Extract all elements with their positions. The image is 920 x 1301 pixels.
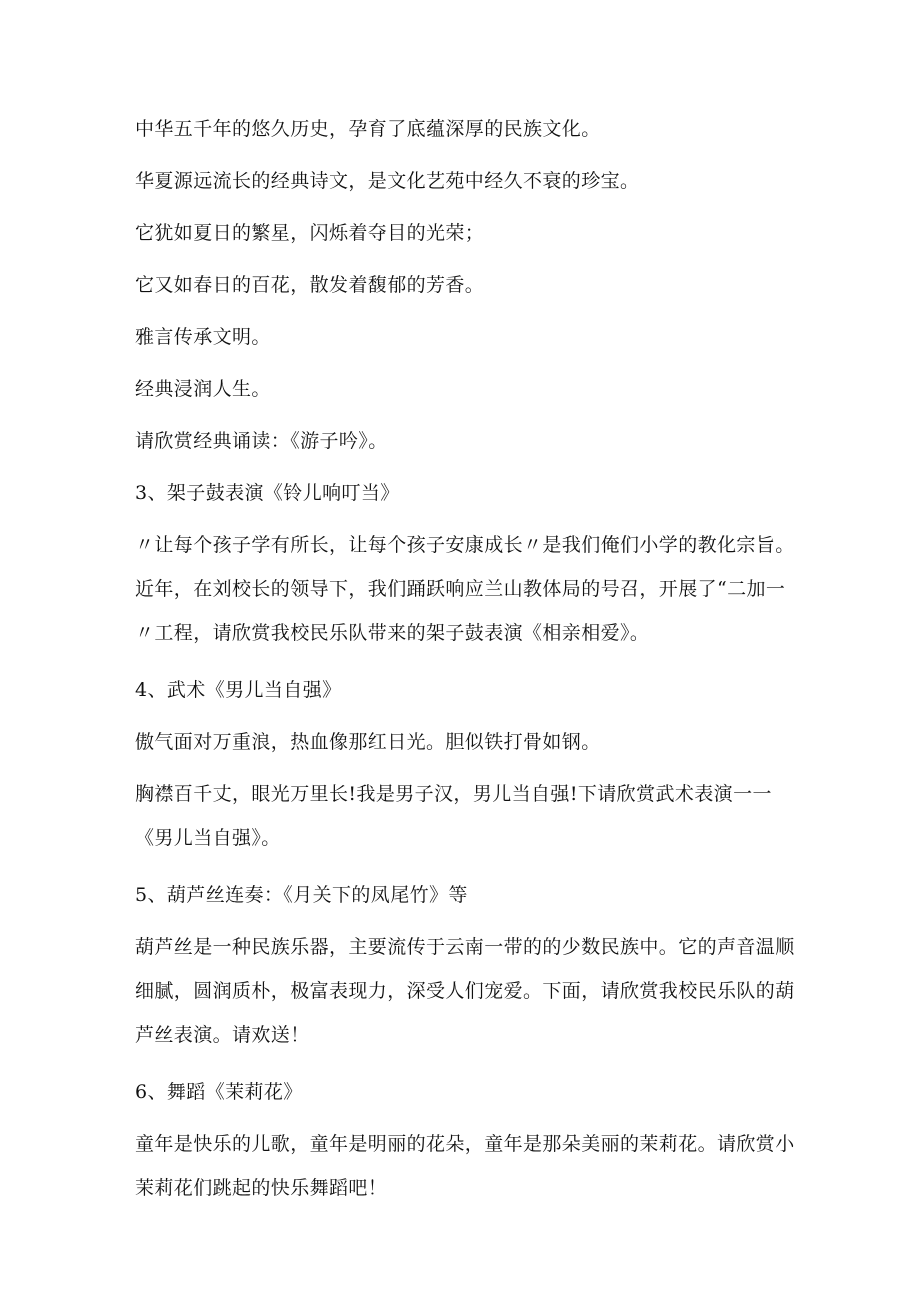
paragraph-intro-elegant-words: 雅言传承文明。: [135, 326, 271, 348]
section-heading-dance: 6、舞蹈《茉莉花》: [135, 1081, 303, 1103]
section-heading-martial-arts: 4、武术《男儿当自强》: [135, 679, 342, 701]
paragraph-recitation: 请欣赏经典诵读：《游子吟》。: [135, 430, 388, 452]
paragraph-drum-intro: 〃让每个孩子学有所长，让每个孩子安康成长〃是我们俺们小学的教化宗旨。近年，在刘校长的领导下，我们踊跃响应兰山教体局的号召，开展了“二加一〃工程，请欣赏我校民乐队带来的架子鼓表演《相亲相爱》。: [135, 534, 795, 644]
paragraph-intro-classics: 华夏源远流长的经典诗文，是文化艺苑中经久不衰的珍宝。: [135, 170, 640, 192]
paragraph-intro-classics-life: 经典浸润人生。: [135, 378, 271, 400]
paragraph-intro-stars: 它犹如夏日的繁星，闪烁着夺目的光荣；: [135, 222, 485, 244]
paragraph-intro-history: 中华五千年的悠久历史，孕育了底蕴深厚的民族文化。: [135, 118, 601, 140]
paragraph-intro-flowers: 它又如春日的百花，散发着馥郁的芳香。: [135, 274, 485, 296]
paragraph-hulusi-intro: 葫芦丝是一种民族乐器，主要流传于云南一带的的少数民族中。它的声音温顺细腻，圆润质朴，极富表现力，深受人们宠爱。下面，请欣赏我校民乐队的葫芦丝表演。请欢送！: [135, 936, 795, 1046]
section-heading-drum: 3、架子鼓表演《铃儿响叮当》: [135, 482, 400, 504]
document-body: [135, 112, 795, 1228]
paragraph-martial-arts-1: 傲气面对万重浪，热血像那红日光。胆似铁打骨如钢。: [135, 731, 601, 753]
paragraph-martial-arts-2: 胸襟百千丈，眼光万里长!我是男子汉，男儿当自强!下请欣赏武术表演一一《男儿当自强》。: [135, 783, 772, 849]
section-heading-hulusi: 5、葫芦丝连奏：《月关下的凤尾竹》等: [135, 884, 468, 906]
paragraph-dance-intro: 童年是快乐的儿歌，童年是明丽的花朵，童年是那朵美丽的茉莉花。请欣赏小茉莉花们跳起的快乐舞蹈吧！: [135, 1133, 795, 1199]
